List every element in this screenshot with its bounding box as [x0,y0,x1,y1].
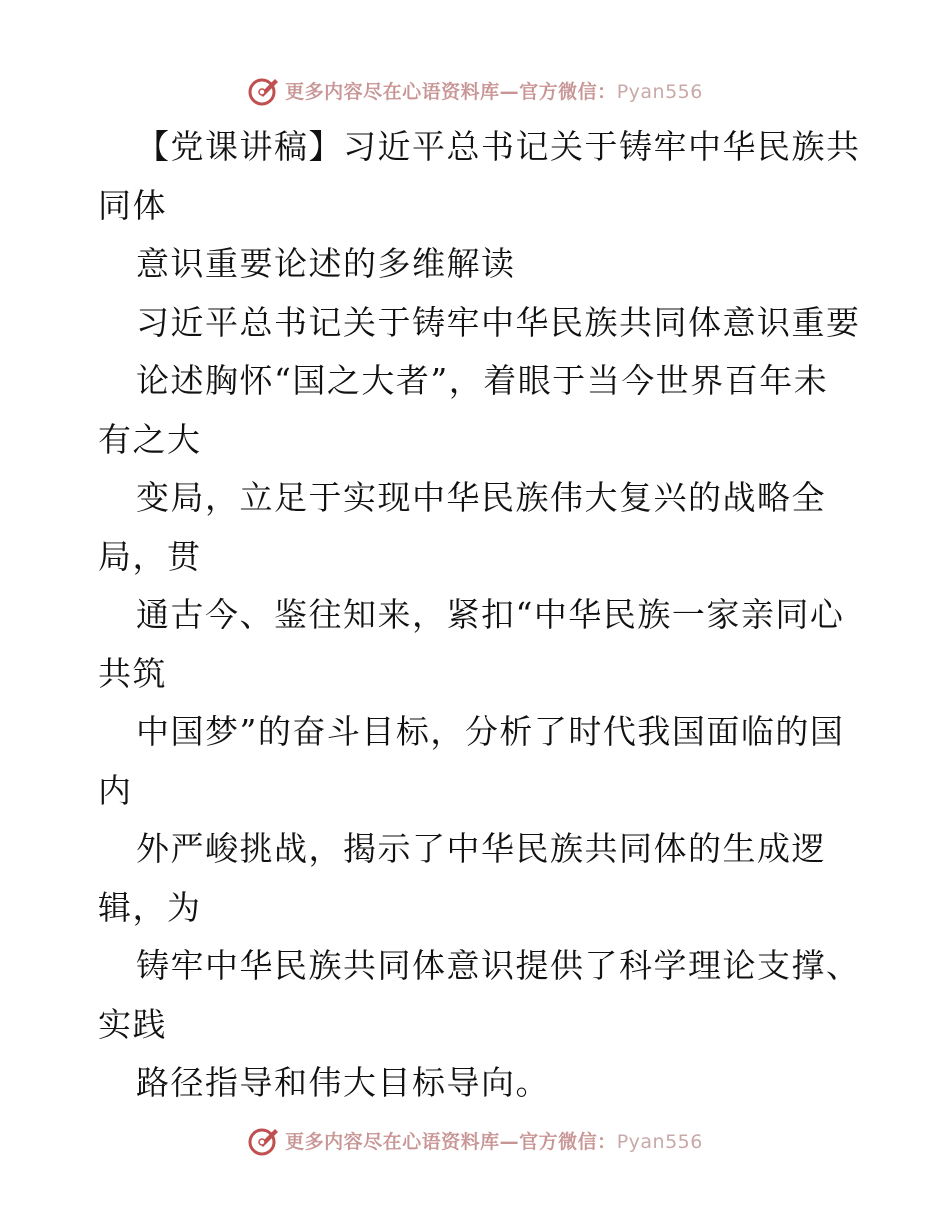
paragraph-line: 通古今、鉴往知来，紧扣“中华民族一家亲同心 [136,595,845,634]
paragraph-line: 有之大 [98,419,202,459]
watermark-brand: 更多内容尽在心语资料库 [285,1130,500,1153]
title-line-3: 意识重要论述的多维解读 [136,244,516,283]
paragraph-line: 内 [98,770,133,810]
document-body [98,118,861,1113]
paragraph-line: 变局，立足于实现中华民族伟大复兴的战略全 [136,478,826,517]
title-line-1: 【党课讲稿】习近平总书记关于铸牢中华民族共 [136,127,861,166]
header-watermark [0,72,950,108]
paragraph-line: 实践 [98,1004,167,1044]
paragraph-line: 铸牢中华民族共同体意识提供了科学理论支撑、 [136,946,861,985]
paragraph-line: 路径指导和伟大目标导向。 [136,1063,550,1102]
watermark-brand: 更多内容尽在心语资料库 [285,80,500,103]
paragraph-line: 外严峻挑战，揭示了中华民族共同体的生成逻 [136,829,826,868]
watermark-text [285,77,703,104]
paragraph-line: 共筑 [98,653,167,693]
watermark-dash: — [499,80,520,103]
title-line-2: 同体 [98,185,167,225]
watermark-wechat-id: Pyan556 [616,80,703,103]
watermark-official: 官方微信： [519,80,617,103]
paragraph-line: 辑，为 [98,887,202,927]
paragraph-line: 论述胸怀“国之大者”，着眼于当今世界百年未 [136,361,829,400]
footer-watermark [0,1122,950,1158]
paragraph-line: 习近平总书记关于铸牢中华民族共同体意识重要 [136,302,861,342]
watermark-wechat-id: Pyan556 [616,1130,703,1153]
watermark-text [285,1127,703,1154]
pen-nib-circle-icon [247,1123,281,1157]
watermark-official: 官方微信： [519,1130,617,1153]
watermark-dash: — [499,1130,520,1153]
pen-nib-circle-icon [247,73,281,107]
paragraph-line: 中国梦”的奋斗目标，分析了时代我国面临的国 [136,712,845,751]
paragraph-line: 局，贯 [98,536,202,576]
